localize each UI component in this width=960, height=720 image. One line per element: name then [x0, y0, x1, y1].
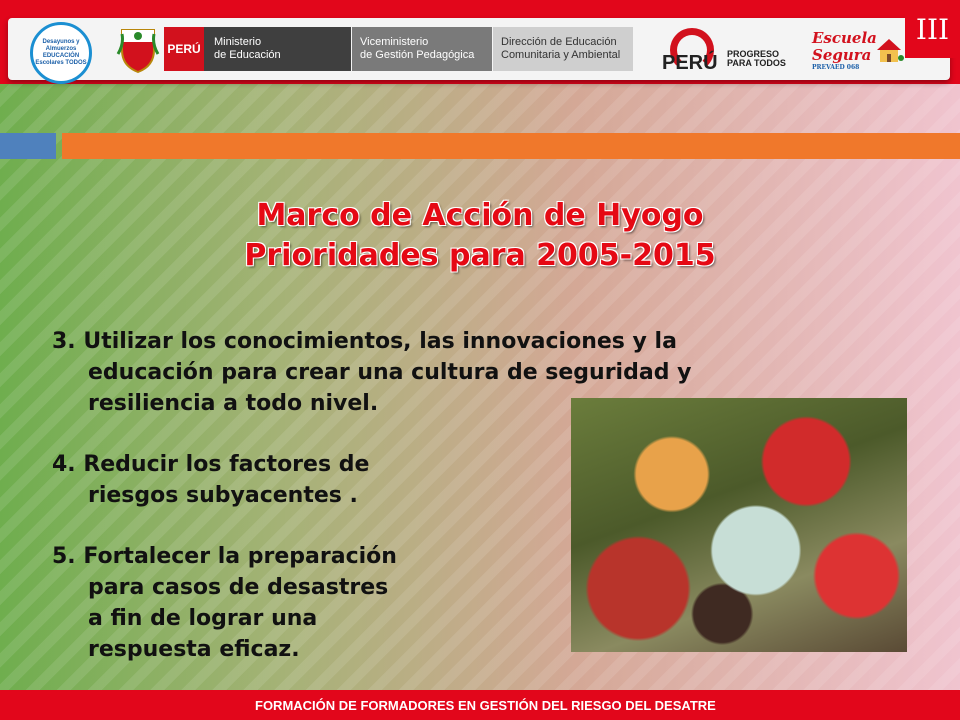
- progreso-slogan: [727, 50, 786, 68]
- school-house-icon: [874, 36, 904, 64]
- priority-line: 3. Utilizar los conocimientos, las innovaciones y la: [52, 329, 677, 354]
- title-line1: Marco de Acción de Hyogo: [256, 198, 704, 233]
- ministry-line1: Ministerio: [214, 36, 262, 48]
- logo-circle-text: Desayunos y Almuerzos EDUCACIÓN Escolares TODOS: [35, 39, 87, 66]
- progreso-line2: PARA TODOS: [727, 58, 786, 68]
- section-badge: III: [905, 0, 960, 58]
- vice-line1: Viceministerio: [360, 36, 429, 48]
- priority-line: respuesta eficaz.: [88, 637, 300, 662]
- escuela-segura-logo: [812, 30, 912, 76]
- escuela-line2: Segura: [812, 46, 872, 64]
- escuela-sub: PREVAED 068: [812, 64, 860, 71]
- direction-box: [493, 27, 633, 71]
- footer-text: FORMACIÓN DE FORMADORES EN GESTIÓN DEL RIESGO DEL DESATRE: [255, 698, 716, 713]
- peru-label: PERÚ: [167, 42, 201, 56]
- children-playing-photo: [571, 398, 907, 652]
- priority-line: 5. Fortalecer la preparación: [52, 544, 397, 569]
- ministry-box: [204, 27, 351, 71]
- viceministry-box: [352, 27, 492, 71]
- escuela-line1: Escuela: [812, 29, 877, 47]
- priority-line: para casos de desastres: [88, 575, 389, 600]
- priority-line: a fin de lograr una: [88, 606, 318, 631]
- accent-bar-blue: [0, 133, 56, 159]
- progreso-line1: PROGRESO: [727, 49, 780, 59]
- peru-progreso-logo: [662, 26, 724, 74]
- priority-line: riesgos subyacentes .: [88, 483, 358, 508]
- peru-logo-word: PERÚ: [662, 52, 718, 74]
- direction-line2: Comunitaria y Ambiental: [501, 49, 621, 61]
- slide-title: [0, 196, 960, 276]
- national-shield-icon: [116, 24, 160, 74]
- accent-bar-orange: [62, 133, 960, 159]
- direction-line1: Dirección de Educación: [501, 36, 617, 48]
- ministry-line2: de Educación: [214, 49, 281, 61]
- peru-label-box: [164, 27, 204, 71]
- vice-line2: de Gestión Pedagógica: [360, 49, 475, 61]
- priority-line: 4. Reducir los factores de: [52, 452, 370, 477]
- education-campaign-logo: [30, 22, 92, 84]
- title-line2: Prioridades para 2005-2015: [244, 238, 716, 273]
- priority-line: educación para crear una cultura de seguridad y: [88, 360, 692, 385]
- priority-line: resiliencia a todo nivel.: [88, 391, 379, 416]
- footer-bar: [0, 690, 960, 720]
